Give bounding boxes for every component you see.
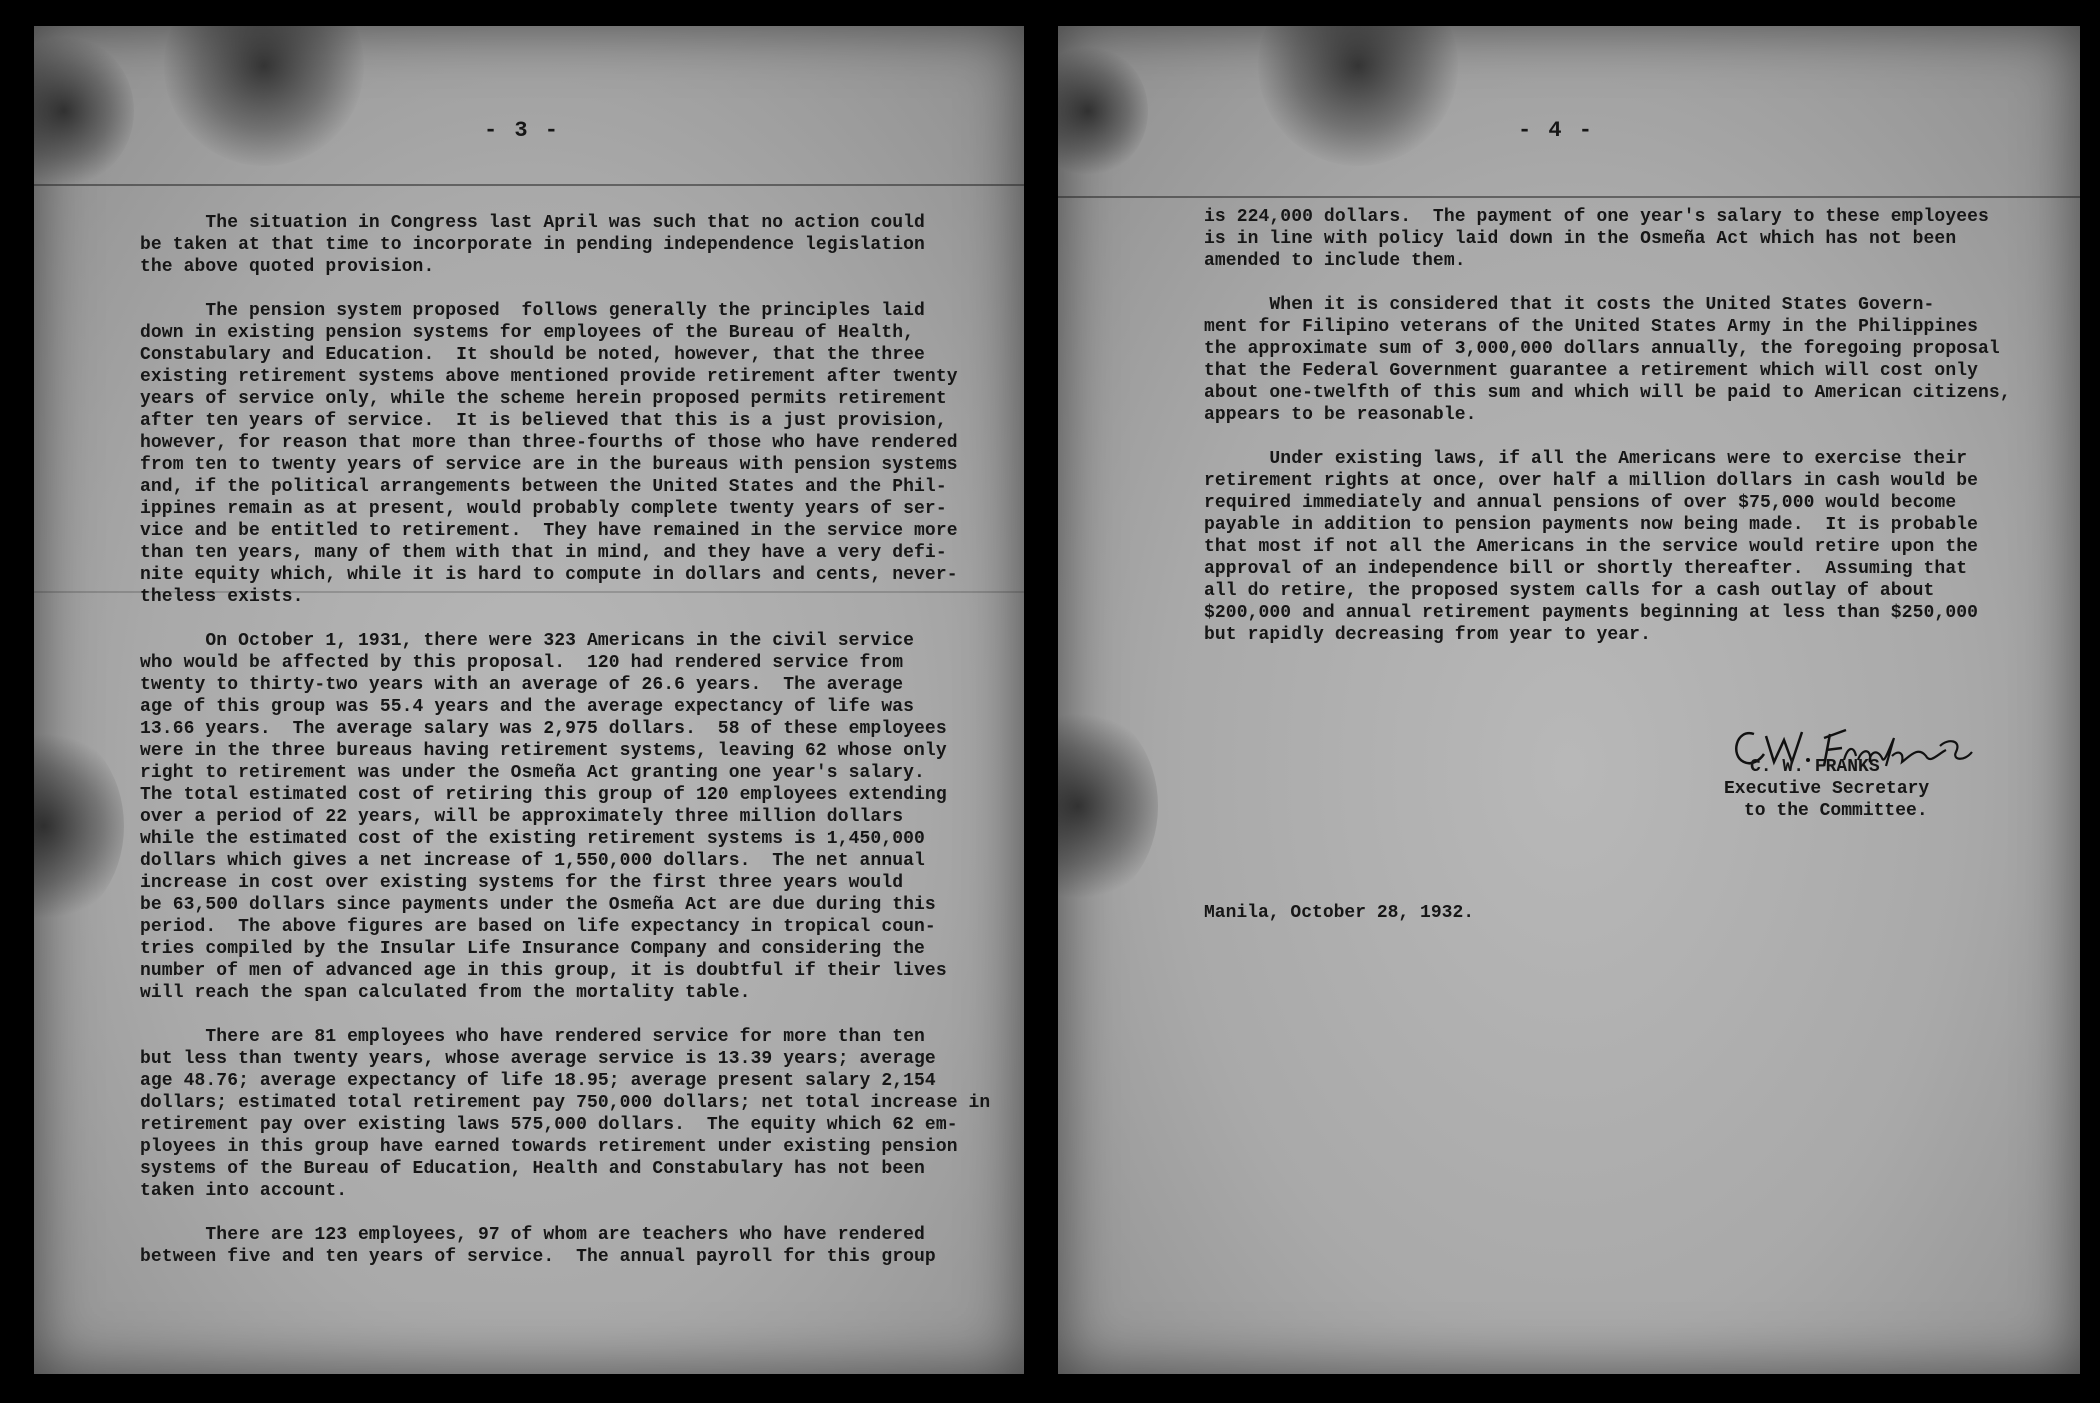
text-line: theless exists.	[140, 587, 304, 607]
page-number: - 4 -	[1518, 118, 1595, 143]
text-line: but rapidly decreasing from year to year.	[1204, 625, 1651, 645]
text-line: is in line with policy laid down in the Osmeña Act which has not been	[1204, 229, 1957, 249]
text-line: all do retire, the proposed system calls for a cash outlay of about	[1204, 581, 1935, 601]
text-line: There are 123 employees, 97 of whom are teachers who have rendered	[140, 1225, 925, 1245]
ink-smudge	[34, 36, 134, 186]
ink-smudge	[1058, 46, 1148, 176]
text-line: but less than twenty years, whose average service is 13.39 years; average	[140, 1049, 936, 1069]
dateline: Manila, October 28, 1932.	[1204, 903, 1475, 923]
text-line: while the estimated cost of the existing retirement systems is 1,450,000	[140, 829, 925, 849]
ink-smudge	[34, 726, 124, 926]
ink-smudge	[1258, 26, 1458, 166]
text-line: right to retirement was under the Osmeña Act granting one year's salary.	[140, 763, 925, 783]
fold-line	[1058, 196, 2080, 198]
text-line: When it is considered that it costs the United States Govern-	[1204, 295, 1935, 315]
text-line: who would be affected by this proposal. 120 had rendered service from	[140, 653, 904, 673]
text-line: between five and ten years of service. The annual payroll for this group	[140, 1247, 936, 1267]
text-line: existing retirement systems above mentioned provide retirement after twenty	[140, 367, 958, 387]
signer-title-line-2: to the Committee.	[1744, 801, 1928, 821]
text-line: age of this group was 55.4 years and the average expectancy of life was	[140, 697, 915, 717]
paragraph	[140, 630, 990, 1004]
text-line: the approximate sum of 3,000,000 dollars annually, the foregoing proposal	[1204, 339, 2000, 359]
text-line: after ten years of service. It is believed that this is a just provision,	[140, 411, 947, 431]
text-line: nite equity which, while it is hard to compute in dollars and cents, never-	[140, 565, 958, 585]
text-line: increase in cost over existing systems for the first three years would	[140, 873, 904, 893]
signer-title: Executive Secretary	[1724, 779, 1930, 799]
paragraph	[140, 212, 990, 278]
text-line: Under existing laws, if all the Americans were to exercise their	[1204, 449, 1968, 469]
signer-details	[1724, 756, 1929, 822]
text-line: however, for reason that more than three-fourths of those who have rendered	[140, 433, 958, 453]
text-line: number of men of advanced age in this group, it is doubtful if their lives	[140, 961, 947, 981]
paragraph	[140, 1224, 990, 1268]
text-line: period. The above figures are based on life expectancy in tropical coun-	[140, 917, 936, 937]
ink-smudge	[164, 26, 364, 166]
ink-smudge	[1058, 706, 1158, 906]
right-page-body	[1204, 206, 2011, 668]
text-line: and, if the political arrangements between the United States and the Phil-	[140, 477, 947, 497]
text-line: be taken at that time to incorporate in pending independence legislation	[140, 235, 925, 255]
text-line: than ten years, many of them with that in mind, and they have a very defi-	[140, 543, 947, 563]
text-line: ployees in this group have earned towards retirement under existing pension	[140, 1137, 958, 1157]
text-line: tries compiled by the Insular Life Insurance Company and considering the	[140, 939, 925, 959]
text-line: The situation in Congress last April was such that no action could	[140, 213, 925, 233]
text-line: approval of an independence bill or shortly thereafter. Assuming that	[1204, 559, 1968, 579]
text-line: the above quoted provision.	[140, 257, 435, 277]
text-line: down in existing pension systems for employees of the Bureau of Health,	[140, 323, 915, 343]
text-line: There are 81 employees who have rendered service for more than ten	[140, 1027, 925, 1047]
text-line: retirement pay over existing laws 575,000 dollars. The equity which 62 em-	[140, 1115, 958, 1135]
text-line: amended to include them.	[1204, 251, 1466, 271]
text-line: appears to be reasonable.	[1204, 405, 1477, 425]
text-line: about one-twelfth of this sum and which will be paid to American citizens,	[1204, 383, 2011, 403]
paragraph	[140, 300, 990, 608]
page-number: - 3 -	[484, 118, 561, 143]
text-line: that most if not all the Americans in the service would retire upon the	[1204, 537, 1979, 557]
paragraph	[140, 1026, 990, 1202]
text-line: Constabulary and Education. It should be noted, however, that the three	[140, 345, 925, 365]
text-line: dollars; estimated total retirement pay 750,000 dollars; net total increase in	[140, 1093, 991, 1113]
left-page-body	[140, 212, 990, 1290]
text-line: will reach the span calculated from the mortality table.	[140, 983, 751, 1003]
fold-line	[34, 184, 1024, 186]
signer-name: C. W. FRANKS	[1750, 757, 1880, 777]
paragraph	[1204, 294, 2011, 426]
text-line: dollars which gives a net increase of 1,550,000 dollars. The net annual	[140, 851, 925, 871]
text-line: payable in addition to pension payments now being made. It is probable	[1204, 515, 1979, 535]
text-line: taken into account.	[140, 1181, 348, 1201]
paragraph	[1204, 448, 2011, 646]
right-document-page	[1058, 26, 2080, 1374]
text-line: is 224,000 dollars. The payment of one year's salary to these employees	[1204, 207, 1989, 227]
text-line: years of service only, while the scheme herein proposed permits retirement	[140, 389, 947, 409]
text-line: vice and be entitled to retirement. They have remained in the service more	[140, 521, 958, 541]
text-line: ment for Filipino veterans of the United States Army in the Philippines	[1204, 317, 1979, 337]
paragraph	[1204, 206, 2011, 272]
text-line: 13.66 years. The average salary was 2,975 dollars. 58 of these employees	[140, 719, 947, 739]
text-line: required immediately and annual pensions of over $75,000 would become	[1204, 493, 1957, 513]
text-line: over a period of 22 years, will be approximately three million dollars	[140, 807, 904, 827]
text-line: systems of the Bureau of Education, Health and Constabulary has not been	[140, 1159, 925, 1179]
text-line: On October 1, 1931, there were 323 Americans in the civil service	[140, 631, 915, 651]
left-document-page	[34, 26, 1024, 1374]
text-line: The total estimated cost of retiring this group of 120 employees extending	[140, 785, 947, 805]
text-line: retirement rights at once, over half a million dollars in cash would be	[1204, 471, 1979, 491]
text-line: ippines remain as at present, would probably complete twenty years of ser-	[140, 499, 947, 519]
text-line: that the Federal Government guarantee a retirement which will cost only	[1204, 361, 1979, 381]
text-line: be 63,500 dollars since payments under the Osmeña Act are due during this	[140, 895, 936, 915]
text-line: $200,000 and annual retirement payments beginning at less than $250,000	[1204, 603, 1979, 623]
text-line: were in the three bureaus having retirement systems, leaving 62 whose only	[140, 741, 947, 761]
text-line: age 48.76; average expectancy of life 18.95; average present salary 2,154	[140, 1071, 936, 1091]
text-line: The pension system proposed follows generally the principles laid	[140, 301, 925, 321]
text-line: from ten to twenty years of service are in the bureaus with pension systems	[140, 455, 958, 475]
text-line: twenty to thirty-two years with an average of 26.6 years. The average	[140, 675, 904, 695]
